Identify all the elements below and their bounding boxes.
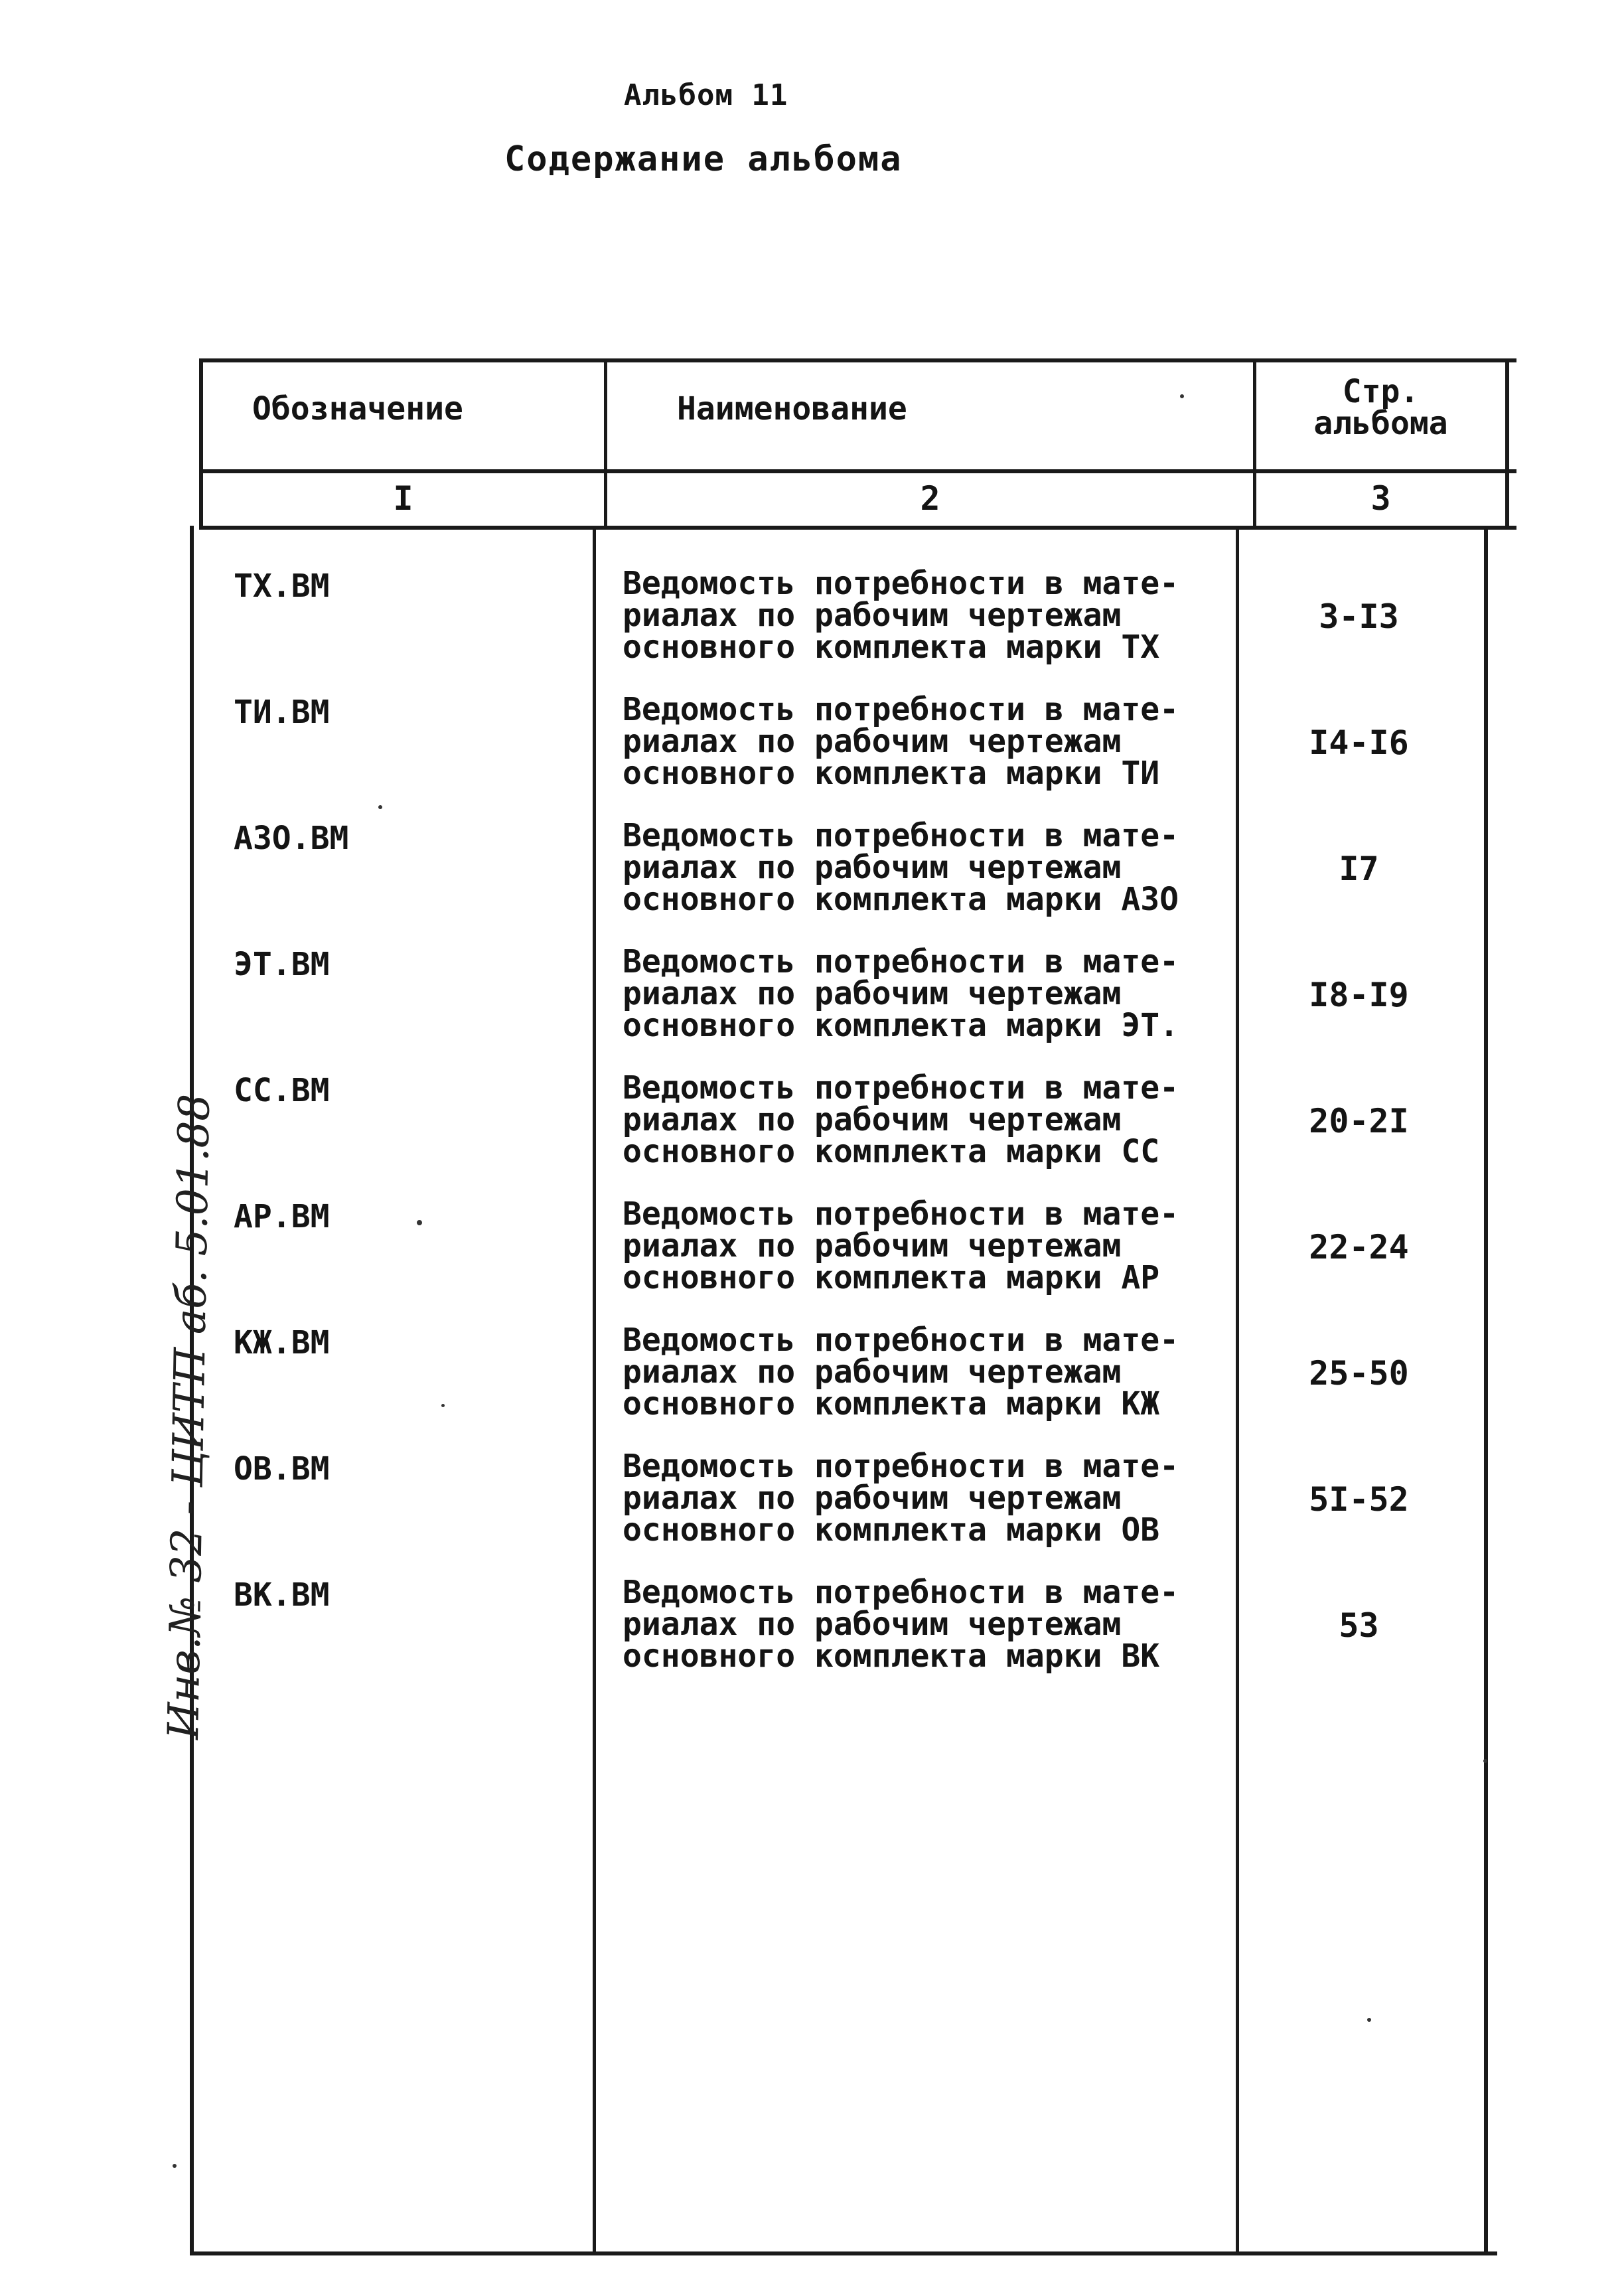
row-name	[623, 1448, 1220, 1549]
row-name-line: риалах по рабочим чертежам	[623, 597, 1122, 634]
row-name-line: риалах по рабочим чертежам	[623, 1480, 1122, 1517]
header-divider	[202, 469, 1516, 473]
row-name	[623, 1195, 1220, 1296]
row-name-line: основного комплекта марки АЗО	[623, 881, 1179, 918]
row-page-range: I4-I6	[1309, 724, 1409, 762]
table-row	[0, 1324, 1624, 1450]
row-name-line: основного комплекта марки КЖ	[623, 1385, 1160, 1422]
table-row	[0, 943, 1624, 1072]
handwritten-inventory-note: Инв.№ 32 - ЦИТП аб. 5.01.88	[159, 1093, 220, 1740]
scan-speck	[378, 805, 382, 809]
row-name-line: риалах по рабочим чертежам	[623, 1606, 1122, 1643]
row-name-line: риалах по рабочим чертежам	[623, 1227, 1122, 1264]
row-name-line: основного комплекта марки ВК	[623, 1638, 1160, 1675]
row-name-line: Ведомость потребности в мате-	[623, 565, 1179, 602]
row-name-line: Ведомость потребности в мате-	[623, 1448, 1179, 1485]
table-row	[0, 1576, 1624, 1703]
row-name	[623, 1324, 1220, 1420]
row-name	[623, 691, 1220, 792]
row-designation: АР.ВМ	[234, 1198, 330, 1235]
row-name-line: основного комплекта марки ОВ	[623, 1511, 1160, 1549]
row-page-range: 53	[1339, 1606, 1379, 1645]
row-designation: ЭТ.ВМ	[234, 946, 330, 983]
row-page-range: 25-50	[1309, 1354, 1409, 1393]
scan-speck	[1180, 394, 1184, 398]
scan-speck	[173, 2164, 177, 2168]
row-name-line: основного комплекта марки ЭТ.	[623, 1007, 1179, 1044]
scan-speck	[1483, 1759, 1487, 1763]
row-name-line: Ведомость потребности в мате-	[623, 817, 1179, 854]
row-page-range: 5I-52	[1309, 1480, 1409, 1519]
numbering-divider	[202, 526, 1516, 530]
scan-speck	[441, 1404, 445, 1407]
header-page-number	[1256, 373, 1505, 442]
row-name-line: Ведомость потребности в мате-	[623, 1322, 1179, 1359]
column-number-2: 2	[920, 479, 940, 518]
row-name-line: Ведомость потребности в мате-	[623, 691, 1179, 728]
header-name: Наименование	[677, 390, 907, 427]
row-designation: КЖ.ВМ	[234, 1324, 330, 1361]
row-name-line: основного комплекта марки СС	[623, 1133, 1160, 1170]
row-designation: ТХ.ВМ	[234, 568, 330, 605]
row-name-line: основного комплекта марки ТХ	[623, 629, 1160, 666]
row-designation: АЗО.ВМ	[234, 820, 349, 857]
album-label: Альбом 11	[624, 78, 788, 112]
row-page-range: 22-24	[1309, 1228, 1409, 1266]
table-row	[0, 1069, 1624, 1198]
row-name-line: Ведомость потребности в мате-	[623, 1069, 1179, 1106]
row-page-range: 20-2I	[1309, 1102, 1409, 1140]
row-designation: ОВ.ВМ	[234, 1450, 330, 1487]
document-title: Содержание альбома	[504, 139, 903, 179]
table-row	[0, 565, 1624, 694]
table-border-right	[1505, 358, 1509, 530]
row-name-line: Ведомость потребности в мате-	[623, 1195, 1179, 1233]
row-name-line: риалах по рабочим чертежам	[623, 723, 1122, 760]
row-name-line: основного комплекта марки АР	[623, 1259, 1160, 1296]
row-name	[623, 817, 1220, 918]
row-name	[623, 1574, 1220, 1675]
table-row	[0, 1195, 1624, 1324]
row-name-line: риалах по рабочим чертежам	[623, 975, 1122, 1012]
table-row	[0, 1450, 1624, 1576]
scan-speck	[1367, 2018, 1371, 2022]
row-name	[623, 943, 1220, 1044]
row-page-range: I8-I9	[1309, 976, 1409, 1014]
column-number-1: I	[393, 479, 413, 518]
row-name-line: Ведомость потребности в мате-	[623, 943, 1179, 980]
header-designation: Обозначение	[252, 390, 463, 427]
row-name-line: основного комплекта марки ТИ	[623, 755, 1160, 792]
table-border-bottom	[190, 2251, 1497, 2255]
header-page-line2: альбома	[1313, 405, 1448, 442]
header-page-line1: Стр.	[1342, 373, 1420, 410]
row-designation: СС.ВМ	[234, 1072, 330, 1109]
scan-speck	[417, 1220, 422, 1225]
row-name-line: Ведомость потребности в мате-	[623, 1574, 1179, 1611]
row-name-line: риалах по рабочим чертежам	[623, 1353, 1122, 1391]
table-border-top	[202, 358, 1516, 362]
row-name-line: риалах по рабочим чертежам	[623, 1101, 1122, 1138]
row-name	[623, 1069, 1220, 1170]
row-page-range: I7	[1339, 850, 1379, 888]
row-designation: ВК.ВМ	[234, 1576, 330, 1614]
row-name	[623, 565, 1220, 666]
table-row	[0, 691, 1624, 820]
row-page-range: 3-I3	[1319, 597, 1399, 636]
row-name-line: риалах по рабочим чертежам	[623, 849, 1122, 886]
column-number-3: 3	[1370, 479, 1391, 518]
row-designation: ТИ.ВМ	[234, 694, 330, 731]
table-row	[0, 817, 1624, 946]
